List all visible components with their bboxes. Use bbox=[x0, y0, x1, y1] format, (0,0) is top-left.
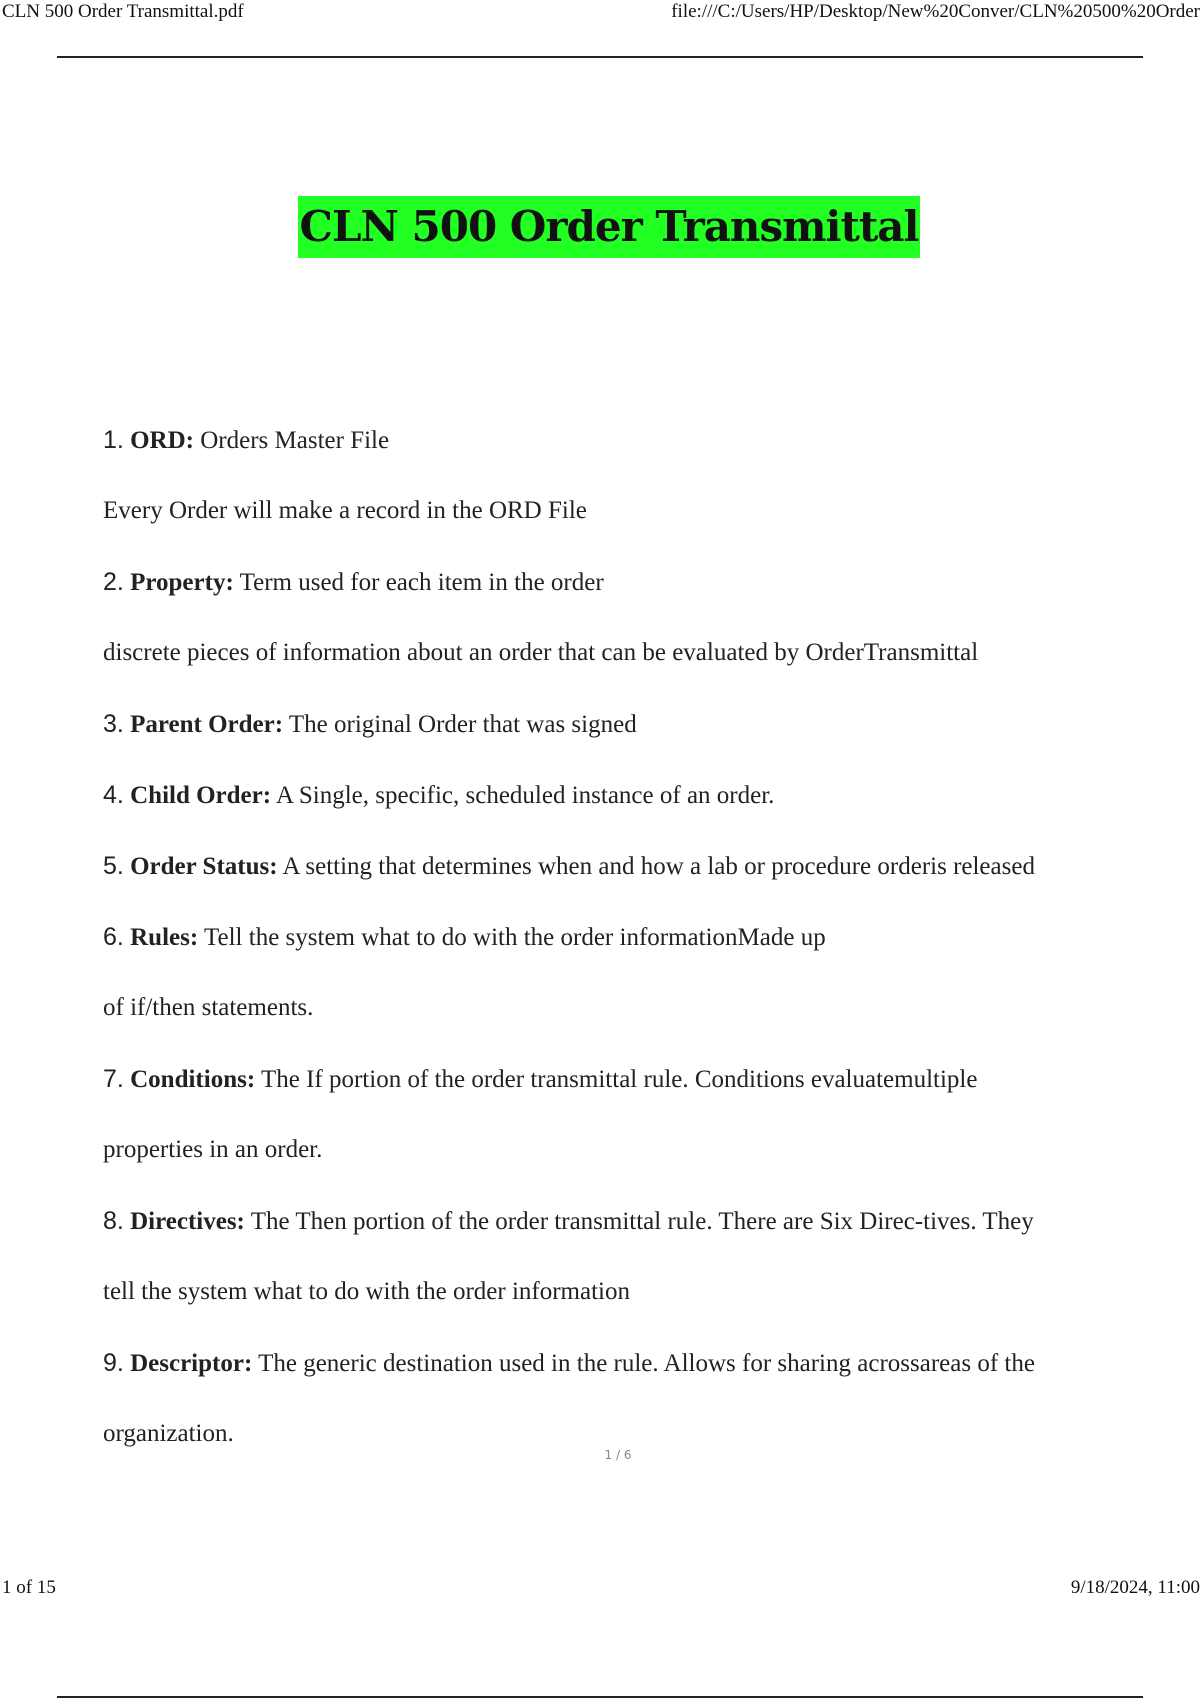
item-definition: Term used for each item in the order bbox=[239, 569, 604, 596]
item-number: 4. bbox=[103, 781, 124, 809]
document-title: CLN 500 Order Transmittal bbox=[298, 196, 921, 258]
print-footer-timestamp: 9/18/2024, 11:00 bbox=[1070, 1577, 1200, 1598]
item-number: 5. bbox=[103, 852, 124, 880]
item-definition: Orders Master File bbox=[200, 427, 390, 454]
list-item bbox=[103, 704, 1153, 775]
item-term: Parent Order: bbox=[130, 711, 284, 738]
print-footer bbox=[0, 1576, 1200, 1602]
item-definition: The If portion of the order transmittal rule. Conditions evaluatemultiple bbox=[260, 1066, 978, 1093]
item-definition: A setting that determines when and how a lab or procedure orderis released bbox=[282, 853, 1035, 880]
item-continuation: tell the system what to do with the order information bbox=[103, 1278, 630, 1305]
list-item bbox=[103, 420, 1153, 491]
item-term: Property: bbox=[130, 569, 234, 596]
item-number: 8. bbox=[103, 1207, 124, 1235]
print-footer-page-count: 1 of 15 bbox=[2, 1577, 56, 1598]
item-number: 9. bbox=[103, 1349, 124, 1377]
top-divider bbox=[57, 56, 1143, 58]
list-item bbox=[103, 775, 1153, 846]
definition-list bbox=[103, 420, 1153, 1485]
list-item bbox=[103, 1201, 1153, 1272]
item-term: Child Order: bbox=[130, 782, 272, 809]
item-definition: The Then portion of the order transmittal rule. There are Six Direc-tives. They bbox=[250, 1208, 1034, 1235]
item-term: Order Status: bbox=[130, 853, 278, 880]
page-indicator: 1 / 6 bbox=[604, 1448, 632, 1462]
item-definition: A Single, specific, scheduled instance of an order. bbox=[275, 782, 775, 809]
item-continuation: organization. bbox=[103, 1420, 234, 1447]
item-definition: The generic destination used in the rule. Allows for sharing acrossareas of the bbox=[258, 1350, 1035, 1377]
item-term: ORD: bbox=[130, 427, 194, 454]
item-term: Conditions: bbox=[130, 1066, 256, 1093]
item-number: 1. bbox=[103, 426, 124, 454]
item-term: Rules: bbox=[130, 924, 199, 951]
list-item bbox=[103, 562, 1153, 633]
item-definition: Tell the system what to do with the order informationMade up bbox=[203, 924, 826, 951]
list-item bbox=[103, 846, 1153, 917]
print-header bbox=[0, 0, 1200, 26]
title-container bbox=[0, 196, 1200, 258]
item-continuation: of if/then statements. bbox=[103, 994, 314, 1021]
list-item bbox=[103, 917, 1153, 988]
item-number: 3. bbox=[103, 710, 124, 738]
item-term: Directives: bbox=[130, 1208, 245, 1235]
item-term: Descriptor: bbox=[130, 1350, 253, 1377]
list-item bbox=[103, 1343, 1153, 1414]
print-header-file-url: file:///C:/Users/HP/Desktop/New%20Conver/CLN%20500%20Order bbox=[671, 1, 1200, 22]
item-continuation: discrete pieces of information about an order that can be evaluated by OrderTransmittal bbox=[103, 639, 979, 666]
item-continuation: Every Order will make a record in the ORD File bbox=[103, 497, 587, 524]
list-item bbox=[103, 1059, 1153, 1130]
print-header-doc-title: CLN 500 Order Transmittal.pdf bbox=[2, 1, 244, 22]
item-number: 2. bbox=[103, 568, 124, 596]
item-definition: The original Order that was signed bbox=[288, 711, 637, 738]
item-number: 6. bbox=[103, 923, 124, 951]
bottom-divider bbox=[57, 1696, 1143, 1698]
item-continuation: properties in an order. bbox=[103, 1136, 323, 1163]
item-number: 7. bbox=[103, 1065, 124, 1093]
